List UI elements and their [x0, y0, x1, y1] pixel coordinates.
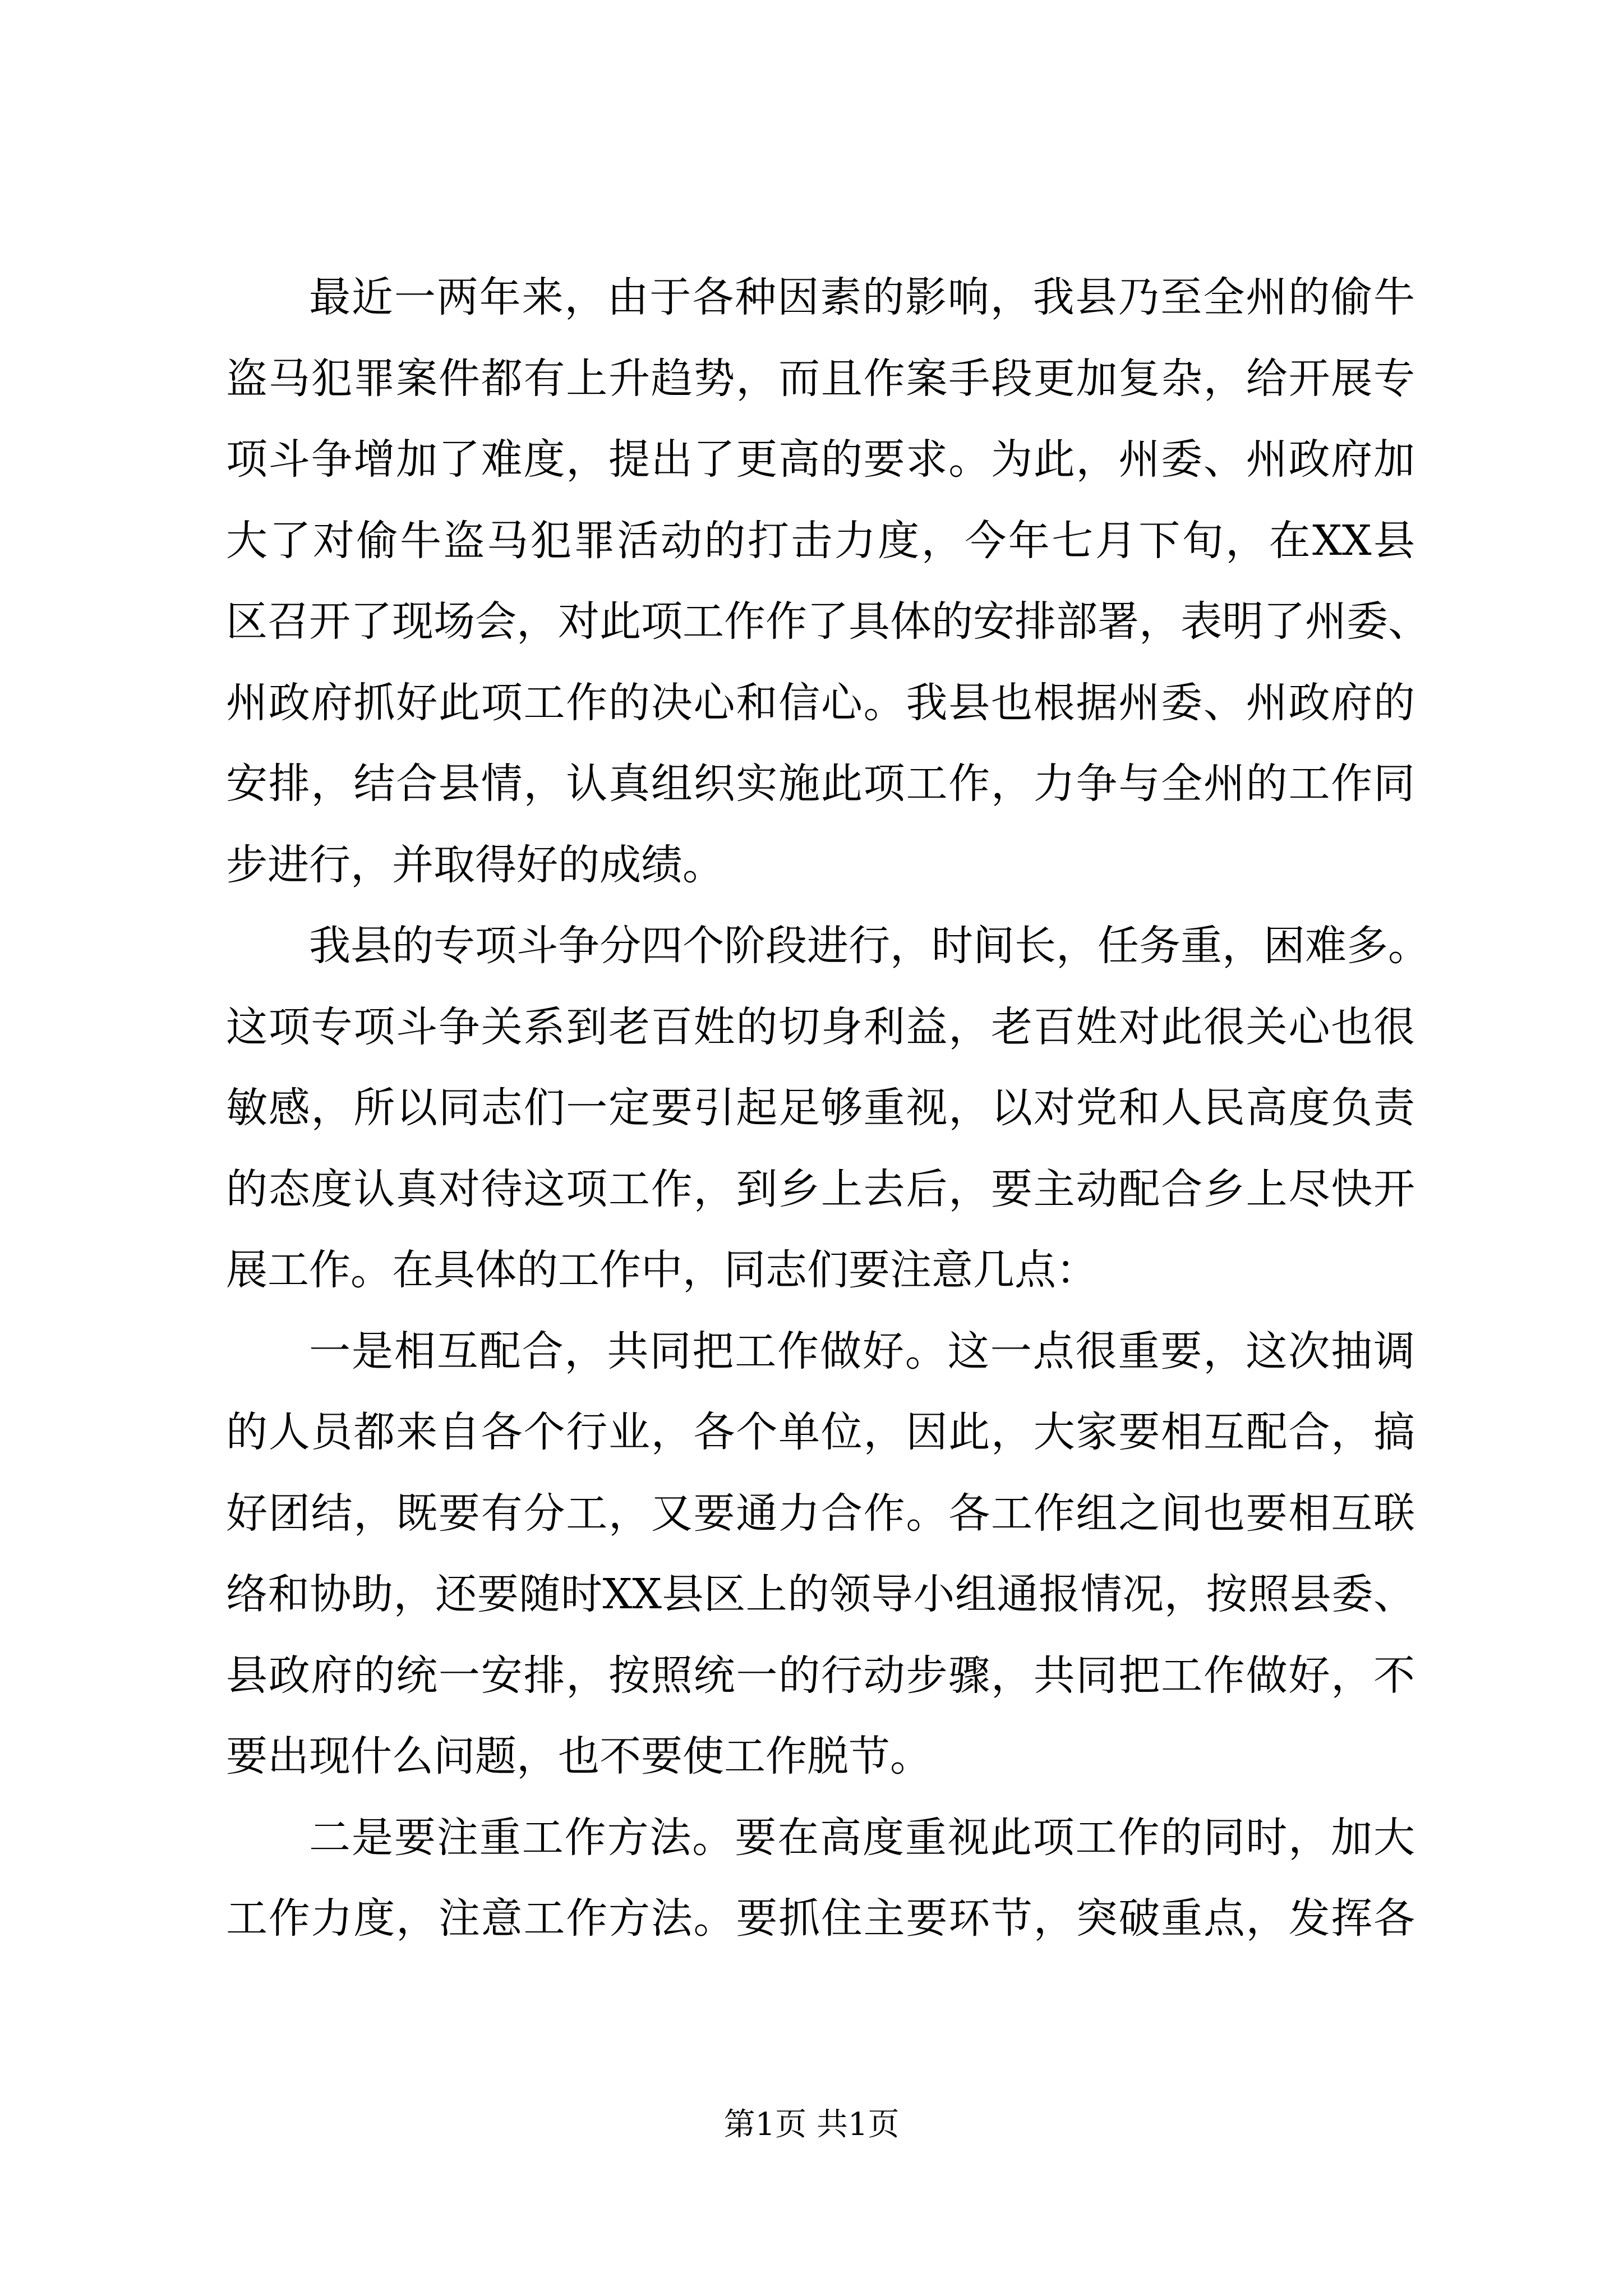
text-line: 二是要注重工作方法。要在高度重视此项工作的同时，加大	[309, 1813, 1415, 1862]
text-line: 这项专项斗争关系到老百姓的切身利益，老百姓对此很关心也很	[226, 1002, 1415, 1051]
document-body	[226, 257, 1430, 1959]
text-line: 州政府抓好此项工作的决心和信心。我县也根据州委、州政府的	[226, 678, 1415, 727]
text-line: 的人员都来自各个行业，各个单位，因此，大家要相互配合，搞	[226, 1408, 1415, 1456]
text-line: 县政府的统一安排，按照统一的行动步骤，共同把工作做好，不	[226, 1651, 1415, 1700]
text-line: 盗马犯罪案件都有上升趋势，而且作案手段更加复杂，给开展专	[226, 354, 1415, 403]
text-line: 敏感，所以同志们一定要引起足够重视，以对党和人民高度负责	[226, 1084, 1415, 1132]
page-footer: 第1页 共1页	[723, 2106, 900, 2143]
text-line: 的态度认真对待这项工作，到乡上去后，要主动配合乡上尽快开	[226, 1165, 1415, 1213]
paragraph	[226, 1797, 1415, 1959]
paragraph	[226, 905, 1430, 1311]
text-line: 大了对偷牛盗马犯罪活动的打击力度，今年七月下旬，在XX县	[226, 516, 1415, 565]
text-line: 我县的专项斗争分四个阶段进行，时间长，任务重，困难多。	[309, 922, 1430, 970]
text-line: 步进行，并取得好的成绩。	[226, 840, 724, 889]
text-line: 一是相互配合，共同把工作做好。这一点很重要，这次抽调	[309, 1327, 1415, 1375]
text-line: 展工作。在具体的工作中，同志们要注意几点：	[226, 1246, 1098, 1294]
text-line: 区召开了现场会，对此项工作作了具体的安排部署，表明了州委、	[226, 597, 1430, 646]
text-line: 工作力度，注意工作方法。要抓住主要环节，突破重点，发挥各	[226, 1894, 1415, 1943]
text-line: 最近一两年来，由于各种因素的影响，我县乃至全州的偷牛	[309, 273, 1415, 321]
text-line: 安排，结合县情，认真组织实施此项工作，力争与全州的工作同	[226, 760, 1415, 808]
paragraph	[226, 257, 1430, 905]
text-line: 要出现什么问题，也不要使工作脱节。	[226, 1732, 932, 1780]
text-line: 好团结，既要有分工，又要通力合作。各工作组之间也要相互联	[226, 1489, 1415, 1538]
text-line: 项斗争增加了难度，提出了更高的要求。为此，州委、州政府加	[226, 435, 1415, 484]
paragraph	[226, 1311, 1415, 1797]
text-line: 络和协助，还要随时XX县区上的领导小组通报情况，按照县委、	[226, 1570, 1415, 1618]
